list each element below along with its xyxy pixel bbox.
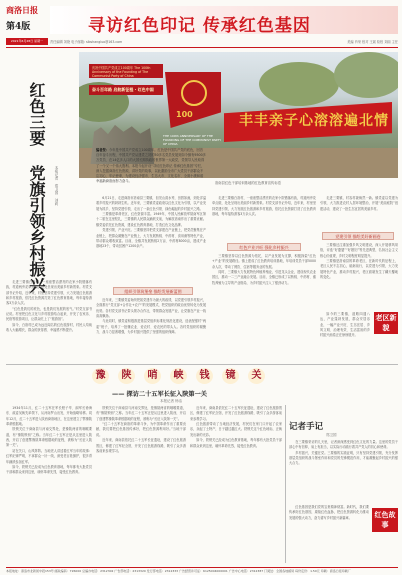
paragraph: 红色旅游带动了当地经济发展，村民们在家门口开起了农家乐，卖起了土特产，日子越过越红火。铁锁关这个红色地标，正焕发出新的光彩。 bbox=[190, 422, 282, 437]
paragraph: 同时，三要镇大力发展特色种植养殖业，引进龙头企业，建设现代农业园区，推动一二三产业融合发展。目前，全镇已形成了以核桃、中药材、畜牧养殖为主导的产业格局，为乡村振兴注入了强劲动力。 bbox=[212, 270, 316, 285]
story-byline: 本报记者 杨洁 bbox=[160, 399, 183, 403]
photo-sign-text: THE 100th ANNIVERSARY OF THE FOUNDING OF THE COMMUNIST PARTY OF CHINA bbox=[163, 134, 222, 146]
title-char: 哨 bbox=[144, 368, 161, 384]
photo-calligraphy: 丰丰亲子心溶溶遍北情 bbox=[239, 113, 389, 129]
paragraph: 如今，铁锁关已经成为红色教育基地，每年都有大批党员干部和群众来到这里，缅怀革命先烈，接受红色教育。 bbox=[6, 465, 92, 475]
paragraph: 在三要镇采访的几天里，记者深深感受到红色文化的力量。这里的党员干部心中有信仰，肩上有担当，以实际行动践行着共产党人的初心和使命。 bbox=[289, 440, 398, 450]
paragraph: 站在关口，山风阵阵。当地老人讲述着红军当年的故事：红军纪律严明，不拿群众一针一线，深受老百姓拥护，很多青年踊跃参加红军。 bbox=[6, 448, 92, 464]
header-rule bbox=[6, 47, 398, 48]
section-divider bbox=[6, 364, 398, 365]
story-column-1 bbox=[6, 406, 92, 564]
footer: 本报地址：商洛市北新街中段153号 邮政编码：726000 总编办电话：2312302 广告部电话：2313320 发行部电话：2312333 广告经营许可证：6125004000001 广告中心电话：2312387 订阅处：全国各地邮局 每份定价：1.50元 印刷：商洛日报印刷厂 bbox=[6, 567, 398, 573]
article-column-3c bbox=[320, 312, 370, 360]
paragraph: 近年来，商南县依托红二十五军长征遗址，建设了红色旅游景区，修建了红军纪念馆，开发了红色旅游线路，吸引了众多游客前来参观学习。 bbox=[190, 406, 282, 421]
paragraph: 红色基因是我们党的宝贵精神财富。新时代，我们要传承好红色基因，赓续红色血脉，把红色资源转化为推动发展的强大动力，奋力谱写乡村振兴新篇章。 bbox=[289, 505, 369, 520]
subhead: 党建引领 描绘美好新画卷 bbox=[322, 232, 394, 240]
note-text-2 bbox=[289, 505, 369, 564]
story-tag: 红色故事 bbox=[372, 508, 398, 532]
photo-caption: 洛南县红色干部培训基地的红色教育宣传标语 bbox=[215, 181, 281, 185]
note-byline: 郑卫国 bbox=[326, 433, 337, 437]
title-char: 峡 bbox=[170, 368, 187, 384]
article-column-2 bbox=[212, 196, 316, 240]
paragraph: 铁锁关位于商南县与河南交界处，是豫陕两省的咽喉要道，有“豫陕锁钥”之称。当年红二十五军正是从这里进入陕西，开启了创建鄂豫陕革命根据地的征程，被称为“长征入陕第一关”。 bbox=[6, 427, 92, 448]
article-column-2b bbox=[212, 254, 316, 360]
paragraph: 乡村振兴，关键在党。三要镇的实践证明，只有坚持党建引领，充分发挥基层党组织的战斗堡垒作用和党员的先锋模范作用，才能凝聚起乡村振兴的强大合力。 bbox=[289, 450, 398, 466]
paragraph: 三要镇坚持以红色资源为依托，以产业发展为支撑，积极探索“红色+产业”的发展路径。镇上建成了红色教育培训基地，年培训党员干部5000余人次，带动了餐饮、住宿等服务业的发展。 bbox=[212, 254, 316, 269]
photo-board-banner: 庆祝中国共产党成立100周年 The 100th Anniversary of the Founding of The Communist Party of China bbox=[89, 64, 163, 78]
paragraph: 6月21日，走进商洛市洛南县三要镇，但见山清水秀，田园如画，到处洋溢着乡村振兴的勃勃生机。近年来，三要镇党委政府以红色文化为引领，以产业发展为抓手，坚持党建引领，走出了一条红色引领、绿色崛起的乡村振兴之路。 bbox=[96, 196, 206, 211]
photo-tree bbox=[334, 52, 398, 98]
paragraph: 走进三要镇，村容村貌焕然一新。镇党委以党建为引领，大力推进农村人居环境整治，开展“美丽庭院”创建活动，建设了一批生态宜居的美丽乡村。 bbox=[320, 196, 398, 211]
article-column-1 bbox=[96, 196, 206, 284]
paragraph: 1934年11月，红二十五军在军长程子华、副军长徐海东、政委吴焕先率领下，从河南罗山出发，开始战略转移。同年12月，红二十五军进入陕西商洛地区，在这里建立了鄂豫陕革命根据地。 bbox=[6, 406, 92, 426]
paragraph: 铁锁关位于商南县与河南交界处，是豫陕两省的咽喉要道，有“豫陕锁钥”之称。当年红二十五军正是从这里进入陕西，开启了创建鄂豫陕革命根据地的征程，被称为“长征入陕第一关”。 bbox=[96, 406, 186, 421]
editor-line bbox=[50, 38, 398, 45]
editor-line-right: 美编 肖荣 校对 王斌 检校 刘丽 主任 bbox=[347, 40, 398, 44]
main-byline: 本报记者 郑卫国 刘莉 bbox=[55, 166, 59, 206]
column-divider bbox=[285, 405, 286, 563]
column-banner-text: 寻访红色印记 传承红色基因 bbox=[88, 16, 311, 36]
main-headline: 红色三要 党旗引领乡村振兴 bbox=[27, 82, 46, 293]
subhead: 组织引领筑堡垒 描绘发展新蓝图 bbox=[113, 287, 193, 295]
paragraph: 走进三要镇白洛村，一座座整洁漂亮的农家小院错落有致，村道两旁花草点缀，处处呈现出美丽乡村新景象。村党支部书记介绍，近年来，村里坚持党建引领，大力发展红色旅游和乡村旅游，依托红色资源打造了红色教育基地，每年接待游客3万余人次。 bbox=[212, 196, 316, 216]
photo-tree bbox=[259, 62, 339, 106]
masthead-name: 商洛日报 bbox=[6, 5, 38, 15]
paragraph: 如今的三要镇，道路四通八达，产业蓬勃发展，群众安居乐业，一幅产业兴旺、生态宜居、乡风文明、治理有效、生活富裕的乡村振兴画卷正在徐徐展开。 bbox=[320, 312, 370, 338]
photo-sign-year: 100 bbox=[176, 110, 193, 119]
title-char: 豫 bbox=[92, 368, 109, 384]
section-tag: 老区新貌 bbox=[375, 313, 397, 332]
party-emblem-icon bbox=[181, 80, 207, 106]
masthead bbox=[6, 5, 48, 35]
paragraph: 如今，白洛村已成为远近闻名的红色旅游村，村民人均纯收入大幅增长，群众的获得感、幸福感不断提升。 bbox=[6, 322, 92, 333]
title-char: 关 bbox=[248, 368, 265, 384]
title-char: 镜 bbox=[222, 368, 239, 384]
page-number: 第4版 bbox=[6, 22, 31, 32]
paragraph: “红色是我们的底色，也是我们发展的底气。”村党支部书记说。村里把红色文化与乡村旅游结合起来，开发了农家乐、民宿等旅游项目，让群众吃上了“旅游饭”。 bbox=[6, 306, 92, 322]
story-title bbox=[92, 368, 330, 384]
editor-note bbox=[96, 148, 206, 184]
paragraph: 三要镇还注重加强乡风文明建设，深入开展移风易俗，评选“好婆婆”“好媳妇”等先进典型，弘扬社会主义核心价值观，乡村文明程度明显提升。 bbox=[320, 243, 398, 258]
paragraph: 三要镇是洛南县的革命老区，在新时代的征程上，老区人民不忘初心，砥砺前行，以党建为引领，大力发展特色产业，推动乡村振兴，老区面貌发生了翻天覆地的变化。 bbox=[320, 259, 398, 280]
article-column-0 bbox=[6, 280, 92, 360]
date-tag: 2021年6月28日 星期一 bbox=[6, 38, 48, 45]
editor-note-text: 今年是中国共产党成立100周年。红色是中国共产党的底色，回首百年奋斗历程，中国共产党从建党之初的50多名党员发展到如今拥有9500多万党员、在14亿多人口的大国长期执政的世界第一大政党，党领导人民取得了一个又一个伟大胜利。本报今起开设“寻访红色印记 传承红色基因”专栏，深入挖掘商洛红色资源，讲好党的故事，以此激励全市广大党员干部群众不忘初心、牢记使命，为建设经济强市、生态大市、文化名市、全面小康和谐幸福新商洛而努力奋斗。 bbox=[96, 148, 206, 184]
story-column-2 bbox=[96, 406, 186, 564]
column-banner bbox=[50, 6, 398, 34]
subhead: 红色产业兴旺 强化乡村振兴 bbox=[227, 243, 301, 251]
note-text bbox=[289, 440, 398, 504]
story-subtitle: —— 探访二十五军长征入陕第一关 bbox=[112, 391, 207, 398]
photo-board-slogan: 奋斗百年路 启航新征程 · 红色中国 bbox=[89, 85, 163, 95]
paragraph: 三要镇是革命老区，红色资源丰富。1949年，中国人民解放军陕南军区第十二旅在这里驻扎，三要镇的人民群众踊跃支前，为解放洛南作出了重要贡献。镇党委依托红色资源，建设红色教育基地，打造红色文化品牌。 bbox=[96, 212, 206, 227]
paragraph: “红二十五军在商洛的革命斗争，为中国革命作出了重要贡献，我们要把红色基因传承好，把红色资源利用好。”当地干部说。 bbox=[96, 422, 186, 437]
editor-note-lead: 编者按： bbox=[96, 148, 109, 152]
article-column-1b bbox=[96, 298, 206, 360]
paragraph: 走进三要镇白洛村，一座座整洁漂亮的农家小院错落有致，村道两旁花草点缀，处处呈现出美丽乡村新景象。村党支部书记介绍，近年来，村里坚持党建引领，大力发展红色旅游和乡村旅游，依托红色资源打造了红色教育基地，每年接待游客3万余人次。 bbox=[6, 280, 92, 306]
paragraph: 近年来，商南县依托红二十五军长征遗址，建设了红色旅游景区，修建了红军纪念馆，开发了红色旅游线路，吸引了众多游客前来参观学习。 bbox=[96, 438, 186, 453]
paragraph: 党建引领，产业兴旺。三要镇坚持把党支部建在产业链上，把党员聚集在产业链上，把群众凝聚在产业链上，大力发展核桃、中药材、食用菌等特色产业，带动群众增收致富。目前，全镇共发展核桃2万亩、中药材8000亩，建成产业基地23个，带动贫困户1200余户。 bbox=[96, 228, 206, 249]
article-column-3b bbox=[320, 243, 398, 308]
paragraph: 近年来，三要镇党委始终把抓党建作为最大的政绩，以党建引领乡村振兴，全面推行“党支部+合作社+农户”的发展模式，把党组织的政治优势转化为发展优势。各村党支部书记带头领办合作社，带领群众发展产业，让党旗在产业一线高高飘扬。 bbox=[96, 298, 206, 318]
story-column-3 bbox=[190, 406, 282, 564]
article-column-3 bbox=[320, 196, 398, 230]
editor-line-left: 责任编辑 刘艳 电子邮箱: slbshangluo@163.com bbox=[50, 40, 123, 44]
paragraph: 如今，铁锁关已经成为红色教育基地，每年都有大批党员干部和群众来到这里，缅怀革命先烈，接受红色教育。 bbox=[190, 438, 282, 448]
paragraph: 与此同时，镇党委积极推进基层党组织标准化规范化建设，选优配强村“两委”班子，培养了一批懂农业、爱农村、爱农民的带头人。各村党组织的凝聚力、战斗力显著增强，为乡村振兴提供了坚强的组织保障。 bbox=[96, 319, 206, 335]
note-title: 记者手记 bbox=[289, 422, 324, 432]
title-char: 钱 bbox=[196, 368, 213, 384]
title-char: 陕 bbox=[118, 368, 135, 384]
